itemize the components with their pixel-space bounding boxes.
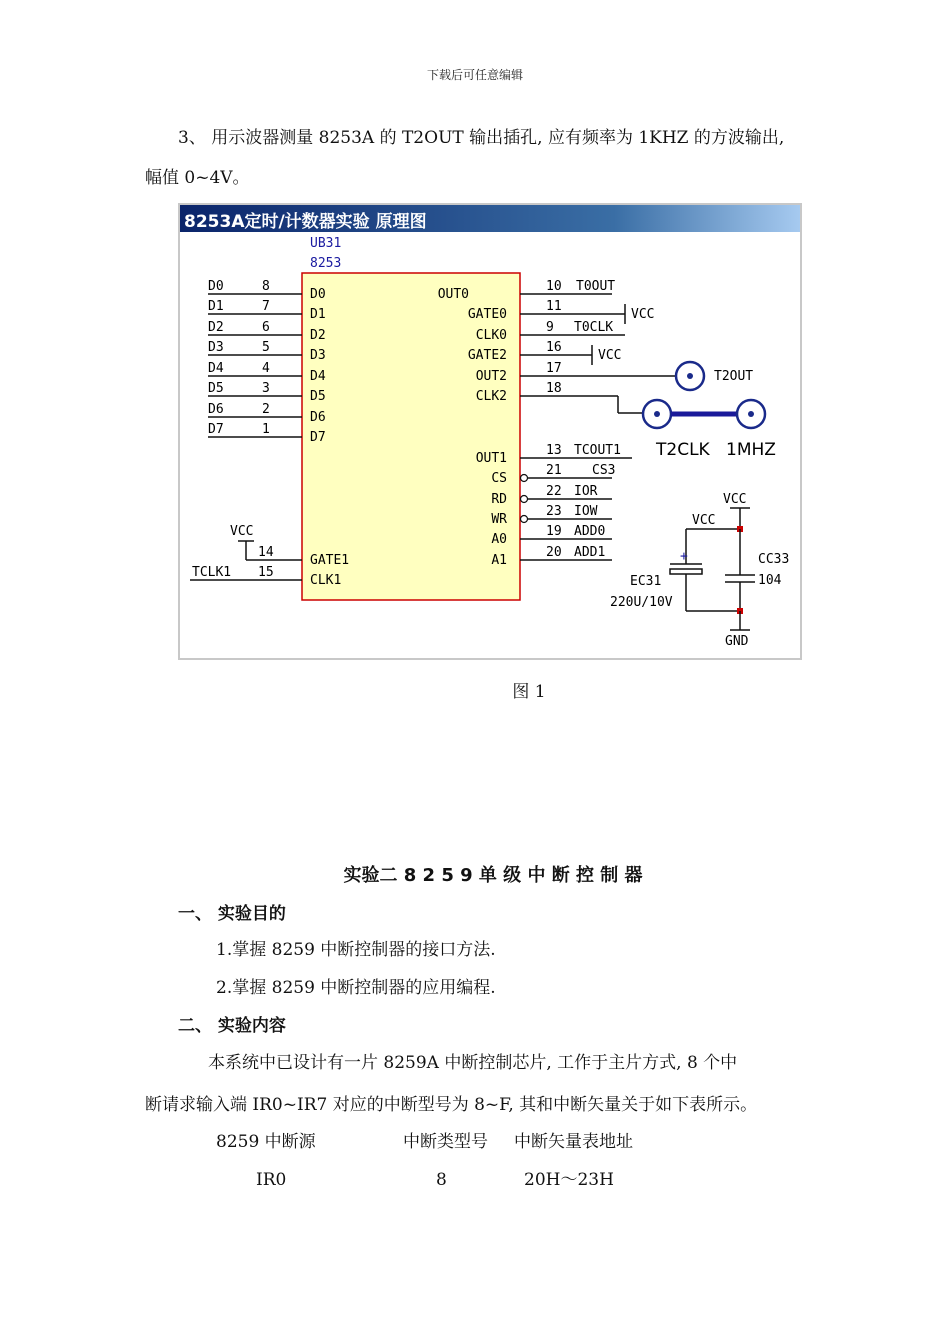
cc33-label: CC33 [758,552,790,567]
pin-num-a1: 20 [546,545,562,560]
pin-num-gate1: 14 [258,545,274,560]
net-label-t0out: T0OUT [576,279,616,294]
page-header: 下载后可任意编辑 [426,68,523,82]
net-label-d3: D3 [208,340,224,355]
chip-8253-body [302,273,520,600]
pin-name-a1: A1 [491,553,507,568]
net-label-add0: ADD0 [574,524,606,539]
pin-num-d4: 4 [262,361,270,376]
net-label-d2: D2 [208,320,224,335]
figure-caption: 图 1 [512,682,546,702]
net-label-d7: D7 [208,422,224,437]
mhz-label: 1MHZ [726,440,776,460]
pin-num-gate0: 11 [546,299,562,314]
pin-name-gate0: GATE0 [467,307,507,322]
net-label-iow: IOW [574,504,598,519]
net-label-d4: D4 [208,361,224,376]
pin-name-out2: OUT2 [475,369,507,384]
pin-num-wr: 23 [546,504,562,519]
net-label-ior: IOR [574,484,598,499]
pin-name-wr: WR [491,512,507,527]
pin-name-d2: D2 [310,328,326,343]
pin-name-clk0: CLK0 [475,328,507,343]
net-label-tclk1: TCLK1 [192,565,232,580]
table-cell-source: IR0 [256,1170,287,1190]
net-label-gate0-vcc: VCC [631,307,655,322]
pin-num-out0: 10 [546,279,562,294]
schematic-figure [178,203,802,660]
pin-name-rd: RD [491,492,507,507]
objective-item-2: 2.掌握 8259 中断控制器的应用编程. [216,978,496,998]
pin-name-out1: OUT1 [475,451,507,466]
pin-name-d7: D7 [310,430,326,445]
pin-num-d1: 7 [262,299,270,314]
figure-title: 8253A定时/计数器实验 原理图 [184,212,427,232]
section-content-heading: 二、 实验内容 [178,1016,286,1036]
table-cell-vector: 20H～23H [524,1170,614,1190]
net-label-gate2-vcc: VCC [598,348,622,363]
net-label-cs3: CS3 [592,463,616,478]
gnd-label: GND [725,634,749,649]
step3-line2: 幅值 0~4V。 [145,168,250,188]
ec31-label: EC31 [630,574,662,589]
gate1-vcc-label: VCC [230,524,254,539]
pin-num-rd: 22 [546,484,562,499]
step3-line1: 3、 用示波器测量 8253A 的 T2OUT 输出插孔, 应有频率为 1KHZ 的方波输出, [178,128,785,148]
ec31-plus-sign: + [680,549,688,564]
pin-name-d1: D1 [310,307,326,322]
cc33-value: 104 [758,573,782,588]
pin-name-gate1: GATE1 [310,553,350,568]
pin-name-a0: A0 [491,532,507,547]
pin-num-d3: 5 [262,340,270,355]
pin-num-cs: 21 [546,463,562,478]
table-cell-type: 8 [436,1170,447,1190]
pin-num-clk2: 18 [546,381,562,396]
pin-name-d6: D6 [310,410,326,425]
table-header-type: 中断类型号 [403,1132,488,1152]
net-label-t0clk: T0CLK [574,320,614,335]
pin-num-d7: 1 [262,422,270,437]
figure-title-bar [180,205,800,232]
pin-num-out1: 13 [546,443,562,458]
net-label-d6: D6 [208,402,224,417]
pin-num-gate2: 16 [546,340,562,355]
content-para-line2: 断请求输入端 IR0~IR7 对应的中断型号为 8~F, 其和中断矢量关于如下表所示。 [145,1095,758,1115]
vcc-ec31-label: VCC [692,513,716,528]
t2out-label: T2OUT [714,369,754,384]
pin-name-gate2: GATE2 [467,348,507,363]
pin-num-clk1: 15 [258,565,274,580]
net-label-d0: D0 [208,279,224,294]
schematic-diagram [180,230,800,660]
experiment-title: 实验二 8 2 5 9 单 级 中 断 控 制 器 [343,865,643,886]
pin-num-d6: 2 [262,402,270,417]
table-header-source: 8259 中断源 [216,1132,316,1152]
table-header-vector: 中断矢量表地址 [514,1132,633,1152]
net-label-d5: D5 [208,381,224,396]
pin-num-out2: 17 [546,361,562,376]
decoupling-capacitors [610,492,789,649]
vcc-top-label: VCC [723,492,747,507]
pin-name-out0: OUT0 [437,287,469,302]
pin-num-d2: 6 [262,320,270,335]
pin-num-a0: 19 [546,524,562,539]
ec31-value: 220U/10V [610,595,673,610]
section-objective-heading: 一、 实验目的 [178,904,286,924]
pin-name-d4: D4 [310,369,326,384]
pin-name-clk1: CLK1 [310,573,342,588]
chip-part-label: 8253 [310,256,342,271]
pin-name-d0: D0 [310,287,326,302]
net-label-add1: ADD1 [574,545,606,560]
net-label-tcout1: TCOUT1 [574,443,621,458]
pin-num-d5: 3 [262,381,270,396]
content-para-line1: 本系统中已设计有一片 8259A 中断控制芯片, 工作于主片方式, 8 个中 [208,1053,738,1073]
pin-name-d3: D3 [310,348,326,363]
objective-item-1: 1.掌握 8259 中断控制器的接口方法. [216,940,496,960]
pin-name-cs: CS [491,471,507,486]
pin-num-d0: 8 [262,279,270,294]
net-label-d1: D1 [208,299,224,314]
pin-num-clk0: 9 [546,320,554,335]
pin-name-d5: D5 [310,389,326,404]
pin-name-clk2: CLK2 [475,389,507,404]
chip-ref-label: UB31 [310,236,342,251]
t2clk-label: T2CLK [656,440,710,460]
